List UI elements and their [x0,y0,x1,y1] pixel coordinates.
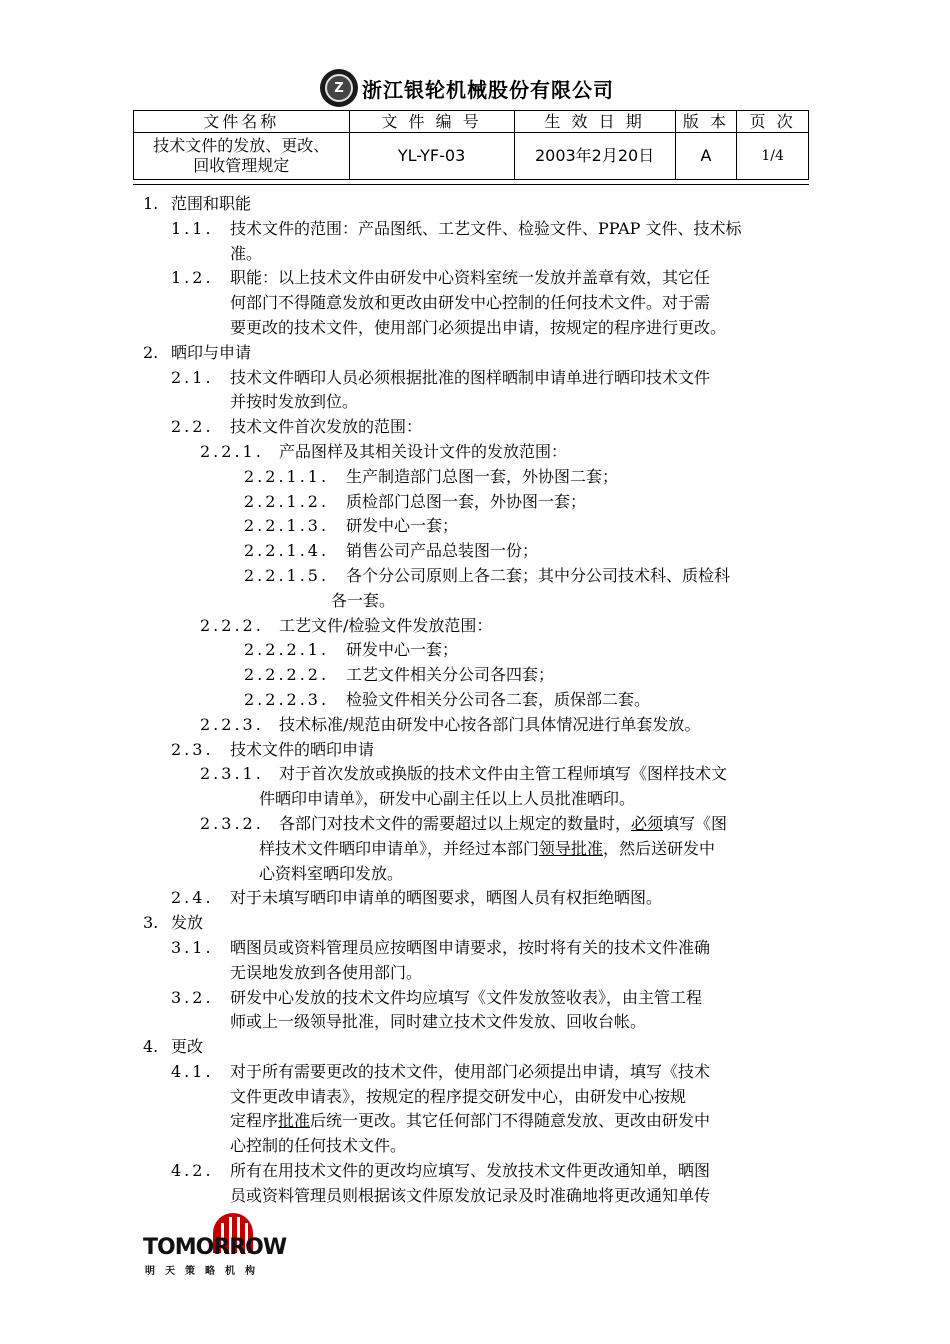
text-part: 后统一更改。其它任何部门不得随意发放、更改由研发中 [310,1111,711,1131]
tomorrow-logo [143,1213,303,1277]
clause-2-3-2-cont [0,862,950,887]
clause-2-2-2-3 [0,688,950,713]
clause-number: 2.2.1.1. [244,466,330,486]
clause-number: 3.2. [171,987,214,1007]
company-logo-icon [320,69,358,107]
clause-number: 1.1. [171,218,214,238]
section-title: 范围和职能 [171,194,252,213]
header-version: 版 本 [675,111,737,133]
clause-text: 检验文件相关分公司各二套，质保部二套。 [346,689,651,709]
clause-number: 2.2.3. [200,714,264,734]
clause-text: 工艺文件相关分公司各四套； [346,665,555,685]
underlined-text: 领导批准 [539,838,604,858]
clause-3-2-cont [0,1010,950,1035]
clause-1-1 [0,217,950,242]
section-3 [0,911,950,936]
logo-mark: Z [325,74,353,102]
clause-text: 质检部门总图一套，外协图一套； [346,491,587,511]
clause-2-3 [0,738,950,763]
clause-3-2 [0,986,950,1011]
clause-text: 研发中心一套； [346,640,459,660]
clause-number: 2.1. [171,367,214,387]
section-number: 2. [143,342,159,362]
clause-number: 2.2.2.1. [244,640,330,660]
clause-number: 2.2.1.3. [244,516,330,536]
clause-text: 工艺文件/检验文件发放范围： [279,615,493,635]
text-part: ，然后送研发中 [603,838,716,858]
clause-number: 2.3.1. [200,764,264,784]
clause-number: 2.2.1.5. [244,565,330,585]
clause-text: 研发中心发放的技术文件均应填写《文件发放签收表》，由主管工程 [230,987,703,1007]
clause-text: 生产制造部门总图一套，外协图二套； [346,466,619,486]
section-number: 4. [143,1037,159,1057]
header-date: 生 效 日 期 [514,111,675,133]
doc-name-line1: 技术文件的发放、更改、 [153,136,330,155]
document-body [0,192,950,1209]
clause-text [259,837,715,862]
clause-text: 各个分公司原则上各二套；其中分公司技术科、质检科 [346,565,731,585]
clause-number: 2.4. [171,888,214,908]
clause-2-2-1-1 [0,465,950,490]
clause-text: 技术文件首次发放的范围： [230,417,423,437]
clause-text: 心资料室晒印发放。 [259,863,404,883]
clause-2-2-2-1 [0,638,950,663]
section-4 [0,1035,950,1060]
clause-4-2-cont [0,1184,950,1209]
clause-3-1-cont [0,961,950,986]
clause-number: 2.2.2.2. [244,665,330,685]
clause-text: 要更改的技术文件，使用部门必须提出申请，按规定的程序进行更改。 [230,317,727,337]
clause-text: 何部门不得随意发放和更改由研发中心控制的任何技术文件。对于需 [230,293,711,313]
table-value-row [134,133,809,180]
page-cell: 1/4 [737,133,809,180]
section-title: 更改 [171,1037,204,1057]
clause-number: 2.2.1. [200,441,264,461]
text-part: 样技术文件晒印申请单》，并经过本部门 [259,838,540,858]
clause-1-2 [0,266,950,291]
clause-2-2-1-4 [0,539,950,564]
doc-no-cell: YL-YF-03 [349,133,514,180]
table-header-row [134,111,809,133]
clause-text: 研发中心一套； [346,516,459,536]
clause-text: 准。 [230,243,263,263]
clause-2-2-2 [0,614,950,639]
clause-number: 2.3. [171,739,214,759]
clause-2-3-2 [0,812,950,837]
clause-text: 各一套。 [331,590,396,610]
text-part: 各部门对技术文件的需要超过以上规定的数量时， [279,813,632,833]
clause-2-2-1-5 [0,564,950,589]
clause-number: 2.2.2. [200,615,264,635]
clause-text: 产品图样及其相关设计文件的发放范围： [279,441,568,461]
clause-2-4 [0,886,950,911]
clause-1-2-cont [0,316,950,341]
clause-text: 心控制的任何技术文件。 [230,1136,407,1156]
clause-1-2-cont [0,291,950,316]
clause-text: 技术文件的范围：产品图纸、工艺文件、检验文件、PPAP 文件、技术标 [230,218,742,238]
section-1 [0,192,950,217]
header-doc-name: 文件名称 [134,111,350,133]
clause-2-3-1-cont [0,787,950,812]
date-cell: 2003年2月20日 [514,133,675,180]
tomorrow-brand: TOMORROW [143,1235,287,1260]
clause-text [279,812,727,837]
header-doc-no: 文 件 编 号 [349,111,514,133]
tomorrow-brand-sub: 明天策略机构 [145,1266,265,1277]
clause-number: 1.2. [171,268,214,288]
clause-text: 所有在用技术文件的更改均应填写、发放技术文件更改通知单，晒图 [230,1161,711,1181]
version-cell: A [675,133,737,180]
company-header [320,66,650,110]
company-name: 浙江银轮机械股份有限公司 [362,77,614,102]
clause-text: 师或上一级领导批准，同时建立技术文件发放、回收台帐。 [230,1012,647,1032]
clause-number: 2.3.2. [200,813,264,833]
clause-text: 对于未填写晒印申请单的晒图要求，晒图人员有权拒绝晒图。 [230,888,663,908]
clause-2-2-1-2 [0,490,950,515]
clause-4-1 [0,1060,950,1085]
section-2 [0,341,950,366]
clause-2-2 [0,415,950,440]
text-part: 定程序 [230,1111,279,1131]
clause-3-1 [0,936,950,961]
clause-2-2-3 [0,713,950,738]
clause-text: 对于所有需要更改的技术文件，使用部门必须提出申请，填写《技术 [230,1061,711,1081]
clause-text: 技术文件晒印人员必须根据批准的图样晒制申请单进行晒印技术文件 [230,367,711,387]
clause-1-1-cont [0,242,950,267]
clause-number: 2.2.1.2. [244,491,330,511]
doc-name-cell [134,133,350,180]
clause-2-2-2-2 [0,663,950,688]
clause-2-1-cont [0,390,950,415]
clause-text: 件晒印申请单》，研发中心副主任以上人员批准晒印。 [259,789,636,809]
clause-2-3-1 [0,762,950,787]
clause-number: 4.1. [171,1061,214,1081]
text-part: 填写《图 [663,813,728,833]
clause-text: 无误地发放到各使用部门。 [230,962,423,982]
doc-name-line2: 回收管理规定 [193,156,290,175]
clause-2-2-1 [0,440,950,465]
clause-text: 员或资料管理员则根据该文件原发放记录及时准确地将更改通知单传 [230,1185,711,1205]
clause-text: 销售公司产品总装图一份； [346,541,539,561]
header-page: 页 次 [737,111,809,133]
document-info-table [133,110,809,180]
clause-4-1-cont [0,1134,950,1159]
clause-text: 文件更改申请表》，按规定的程序提交研发中心，由研发中心按规 [230,1086,687,1106]
section-title: 发放 [171,913,204,933]
clause-text [230,1109,710,1134]
clause-4-1-cont [0,1085,950,1110]
clause-2-1 [0,366,950,391]
clause-text: 晒图员或资料管理员应按晒图申请要求，按时将有关的技术文件准确 [230,937,711,957]
clause-2-2-1-5-cont [0,589,950,614]
clause-number: 3.1. [171,937,214,957]
clause-text: 技术标准/规范由研发中心按各部门具体情况进行单套发放。 [279,714,701,734]
clause-text: 职能：以上技术文件由研发中心资料室统一发放并盖章有效，其它任 [230,268,711,288]
header-divider [133,184,809,185]
underlined-text: 必须 [631,813,664,833]
clause-number: 2.2.2.3. [244,689,330,709]
clause-text: 技术文件的晒印申请 [230,739,375,759]
clause-number: 2.2. [171,417,214,437]
section-number: 1. [143,194,159,213]
underlined-text: 批准 [278,1111,311,1131]
clause-2-3-2-cont [0,837,950,862]
section-title: 晒印与申请 [171,342,252,362]
section-number: 3. [143,913,159,933]
clause-4-1-cont [0,1109,950,1134]
clause-2-2-1-3 [0,514,950,539]
clause-4-2 [0,1159,950,1184]
clause-text: 对于首次发放或换版的技术文件由主管工程师填写《图样技术文 [279,764,728,784]
clause-number: 4.2. [171,1161,214,1181]
clause-number: 2.2.1.4. [244,541,330,561]
clause-text: 并按时发放到位。 [230,392,359,412]
